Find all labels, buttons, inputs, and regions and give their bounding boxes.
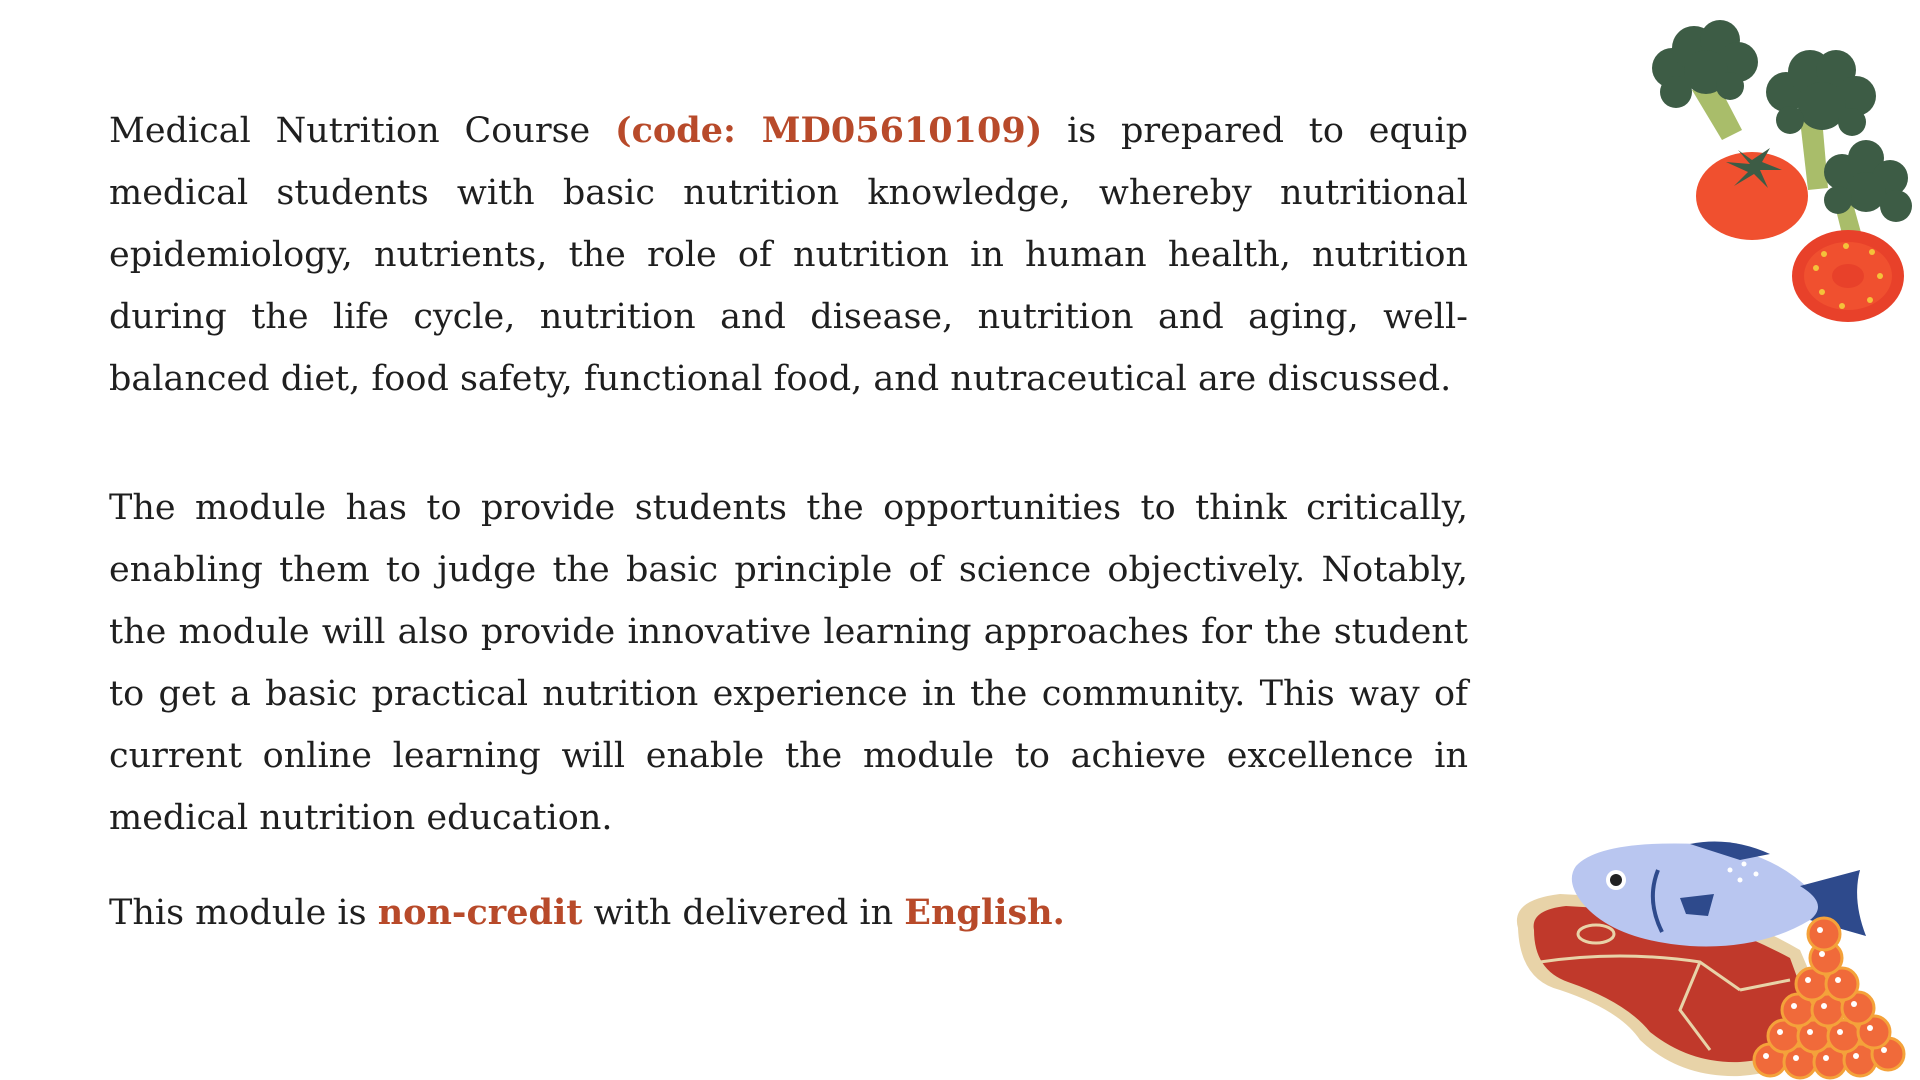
intro-text-rest: is prepared to equip medical students with basic nutrition knowledge, whereby nutritional epidemiology, nutrients, the role of nutrition in human health, nutrition during the life cycle, nutrition and disease, nutrition and aging, well-balanced diet, food safety, functional food, and nutraceutical are discussed. — [109, 111, 1468, 399]
credit-type: non-credit — [377, 892, 583, 933]
credit-text-middle: with delivered in — [582, 893, 905, 933]
credit-text-start: This module is — [109, 893, 378, 933]
credit-paragraph — [109, 882, 1468, 944]
module-text: The module has to provide students the opportunities to think critically, enabling them to judge the basic principle of science objectively. Notably, the module will also provide innovative learning approaches for the student to get a basic practical nutrition experience in the community. This way of current online learning will enable the module to achieve excellence in medical nutrition education. — [109, 488, 1468, 838]
broccoli-icon — [1652, 20, 1758, 140]
intro-text-start: Medical Nutrition Course — [109, 111, 616, 151]
intro-paragraph — [109, 100, 1468, 410]
tomato-slice-icon — [1792, 230, 1904, 322]
course-description — [109, 100, 1468, 944]
fish-meat-roe-illustration — [1500, 840, 1920, 1080]
language: English. — [904, 892, 1065, 933]
course-code: (code: MD05610109) — [615, 110, 1043, 151]
tomato-icon — [1696, 148, 1808, 240]
module-paragraph — [109, 477, 1468, 849]
broccoli-tomato-illustration — [1630, 10, 1920, 330]
broccoli-icon — [1824, 140, 1912, 242]
